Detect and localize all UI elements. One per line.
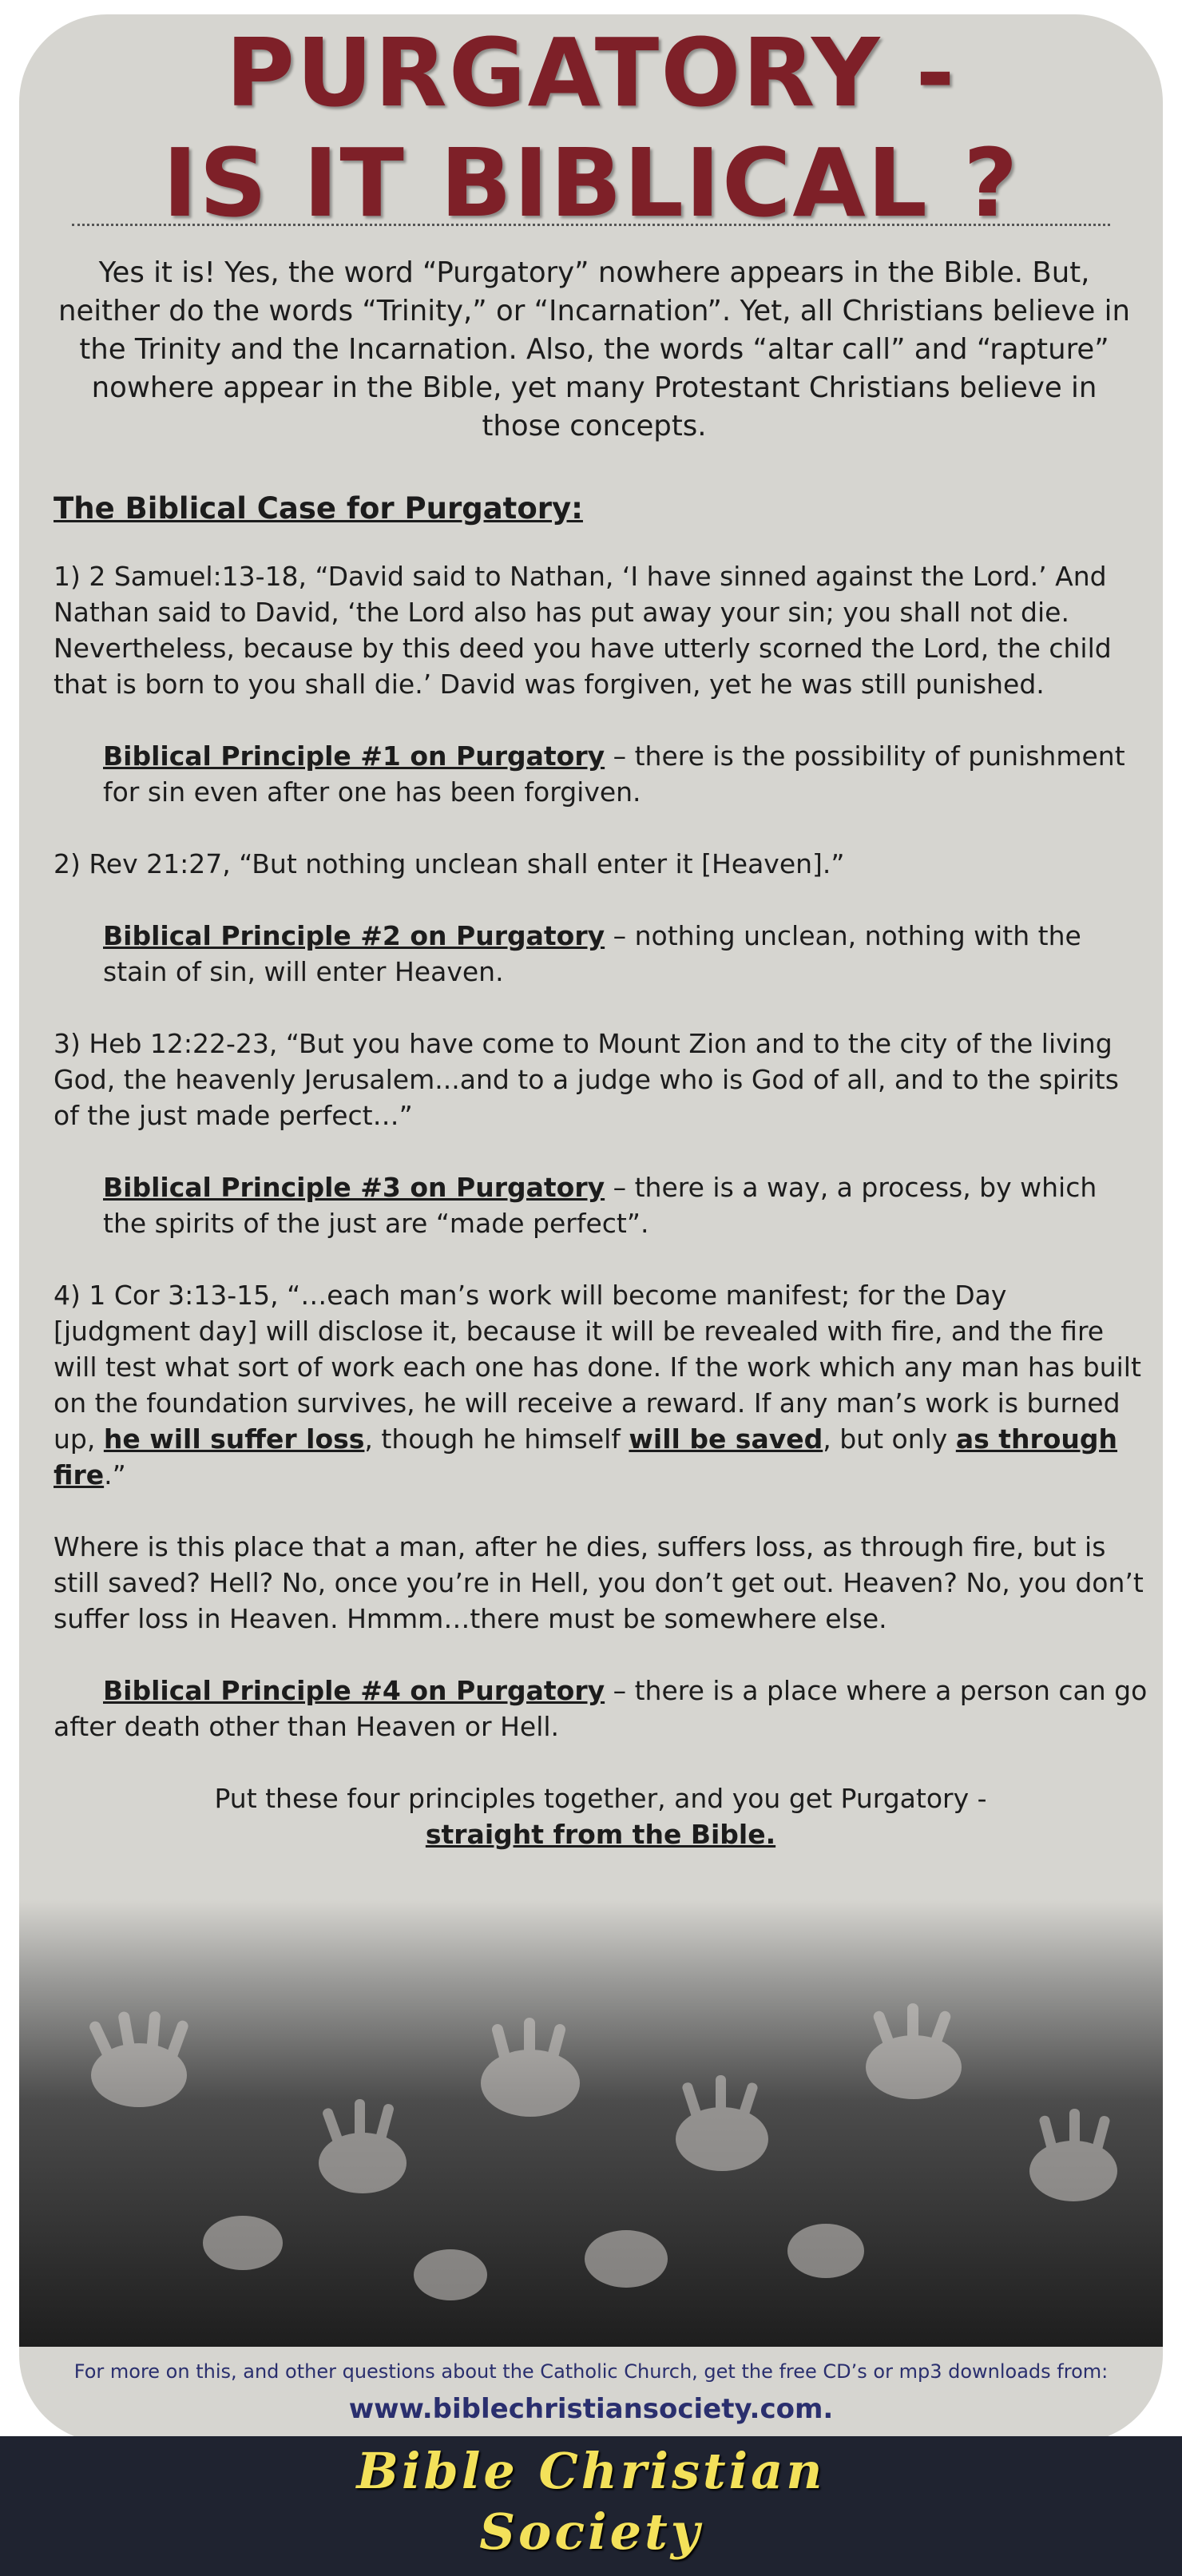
principle-1 bbox=[54, 738, 1148, 810]
article-body bbox=[54, 490, 1148, 1852]
point-4-text-e: , but only bbox=[823, 1423, 956, 1455]
intro-paragraph: Yes it is! Yes, the word “Purgatory” nowhere appears in the Bible. But, neither do the words “Trinity,” or “Incarnation”. Yet, all Christians believe in the Trinity and the Incarnation. Also, the words “altar call” and “rapture” nowhere appear in the Bible, yet many Protestant Christians believe in those concepts. bbox=[58, 256, 1131, 443]
point-1: 1) 2 Samuel:13-18, “David said to Nathan, ‘I have sinned against the Lord.’ And Nathan said to David, ‘the Lord also has put away your sin; you shall not die. Nevertheless, because by this deed you have utterly scorned the Lord, the child that is born to you shall die.’ David was forgiven, yet he was still punished. bbox=[54, 561, 1112, 700]
banner-panel bbox=[19, 14, 1163, 2443]
page-title bbox=[19, 18, 1163, 238]
logo-line-1: Bible Christian bbox=[356, 2442, 826, 2500]
point-4-text-a: 4) 1 Cor 3:13-15, “…each man’s work will become manifest; for the Day [judgment day] will disclose it, because it will be revealed with fire, and the fire will test what sort of work each one has done. If the work which any man has built on the foundation survives, he will receive a reward. If any man’s work is burned up, bbox=[54, 1280, 1141, 1455]
bottom-bar bbox=[0, 2436, 1182, 2576]
point-4-through-fire: as through fire bbox=[54, 1423, 1118, 1490]
footer-info bbox=[19, 2359, 1163, 2429]
hands-illustration bbox=[19, 1899, 1163, 2347]
principle-4-text: – there is a place where a person can go after death other than Heaven or Hell. bbox=[54, 1675, 1148, 1742]
title-line-2: IS IT BIBLICAL ? bbox=[162, 128, 1020, 238]
reaching-hands-image bbox=[19, 1899, 1163, 2347]
point-4 bbox=[54, 1277, 1148, 1493]
logo-line-2: Society bbox=[479, 2503, 703, 2561]
point-3: 3) Heb 12:22-23, “But you have come to Mount Zion and to the city of the living God, the heavenly Jerusalem...and to a judge who is God of all, and to the spirits of the just made perfect…” bbox=[54, 1028, 1119, 1131]
principle-4 bbox=[54, 1673, 1148, 1744]
principle-1-label: Biblical Principle #1 on Purgatory bbox=[103, 740, 605, 772]
principle-2-text: – nothing unclean, nothing with the stain of sin, will enter Heaven. bbox=[103, 920, 1081, 987]
point-2: 2) Rev 21:27, “But nothing unclean shall enter it [Heaven].” bbox=[54, 848, 845, 879]
principle-2 bbox=[54, 918, 1148, 990]
principle-3 bbox=[54, 1169, 1148, 1241]
dotted-divider bbox=[72, 224, 1110, 226]
point-4-text-g: .” bbox=[104, 1459, 126, 1490]
principle-1-text: – there is the possibility of punishment for sin even after one has been forgiven. bbox=[103, 740, 1125, 808]
point-4-will-be-saved: will be saved bbox=[629, 1423, 823, 1455]
case-heading: The Biblical Case for Purgatory: bbox=[54, 491, 583, 526]
point-4-text-c: , though he himself bbox=[364, 1423, 629, 1455]
website-link[interactable]: www.biblechristiansociety.com. bbox=[348, 2393, 834, 2425]
point-4-suffer-loss: he will suffer loss bbox=[103, 1423, 365, 1455]
society-logo bbox=[0, 2441, 1182, 2562]
principle-4-label: Biblical Principle #4 on Purgatory bbox=[103, 1675, 605, 1706]
principle-3-label: Biblical Principle #3 on Purgatory bbox=[103, 1172, 605, 1203]
closing-line-2: straight from the Bible. bbox=[425, 1819, 776, 1850]
where-paragraph: Where is this place that a man, after he dies, suffers loss, as through fire, but is still saved? Hell? No, once you’re in Hell, you don’t get out. Heaven? No, you don’t suffer loss in Heaven. Hmmm…there must be somewhere else. bbox=[54, 1531, 1144, 1634]
closing-statement bbox=[54, 1780, 1148, 1852]
title-line-1: PURGATORY - bbox=[225, 18, 957, 128]
principle-3-text: – there is a way, a process, by which the spirits of the just are “made perfect”. bbox=[103, 1172, 1097, 1239]
footer-line: For more on this, and other questions about the Catholic Church, get the free CD’s or mp3 downloads from: bbox=[73, 2360, 1109, 2383]
principle-2-label: Biblical Principle #2 on Purgatory bbox=[103, 920, 605, 951]
closing-line-1: Put these four principles together, and you get Purgatory - bbox=[214, 1783, 987, 1814]
